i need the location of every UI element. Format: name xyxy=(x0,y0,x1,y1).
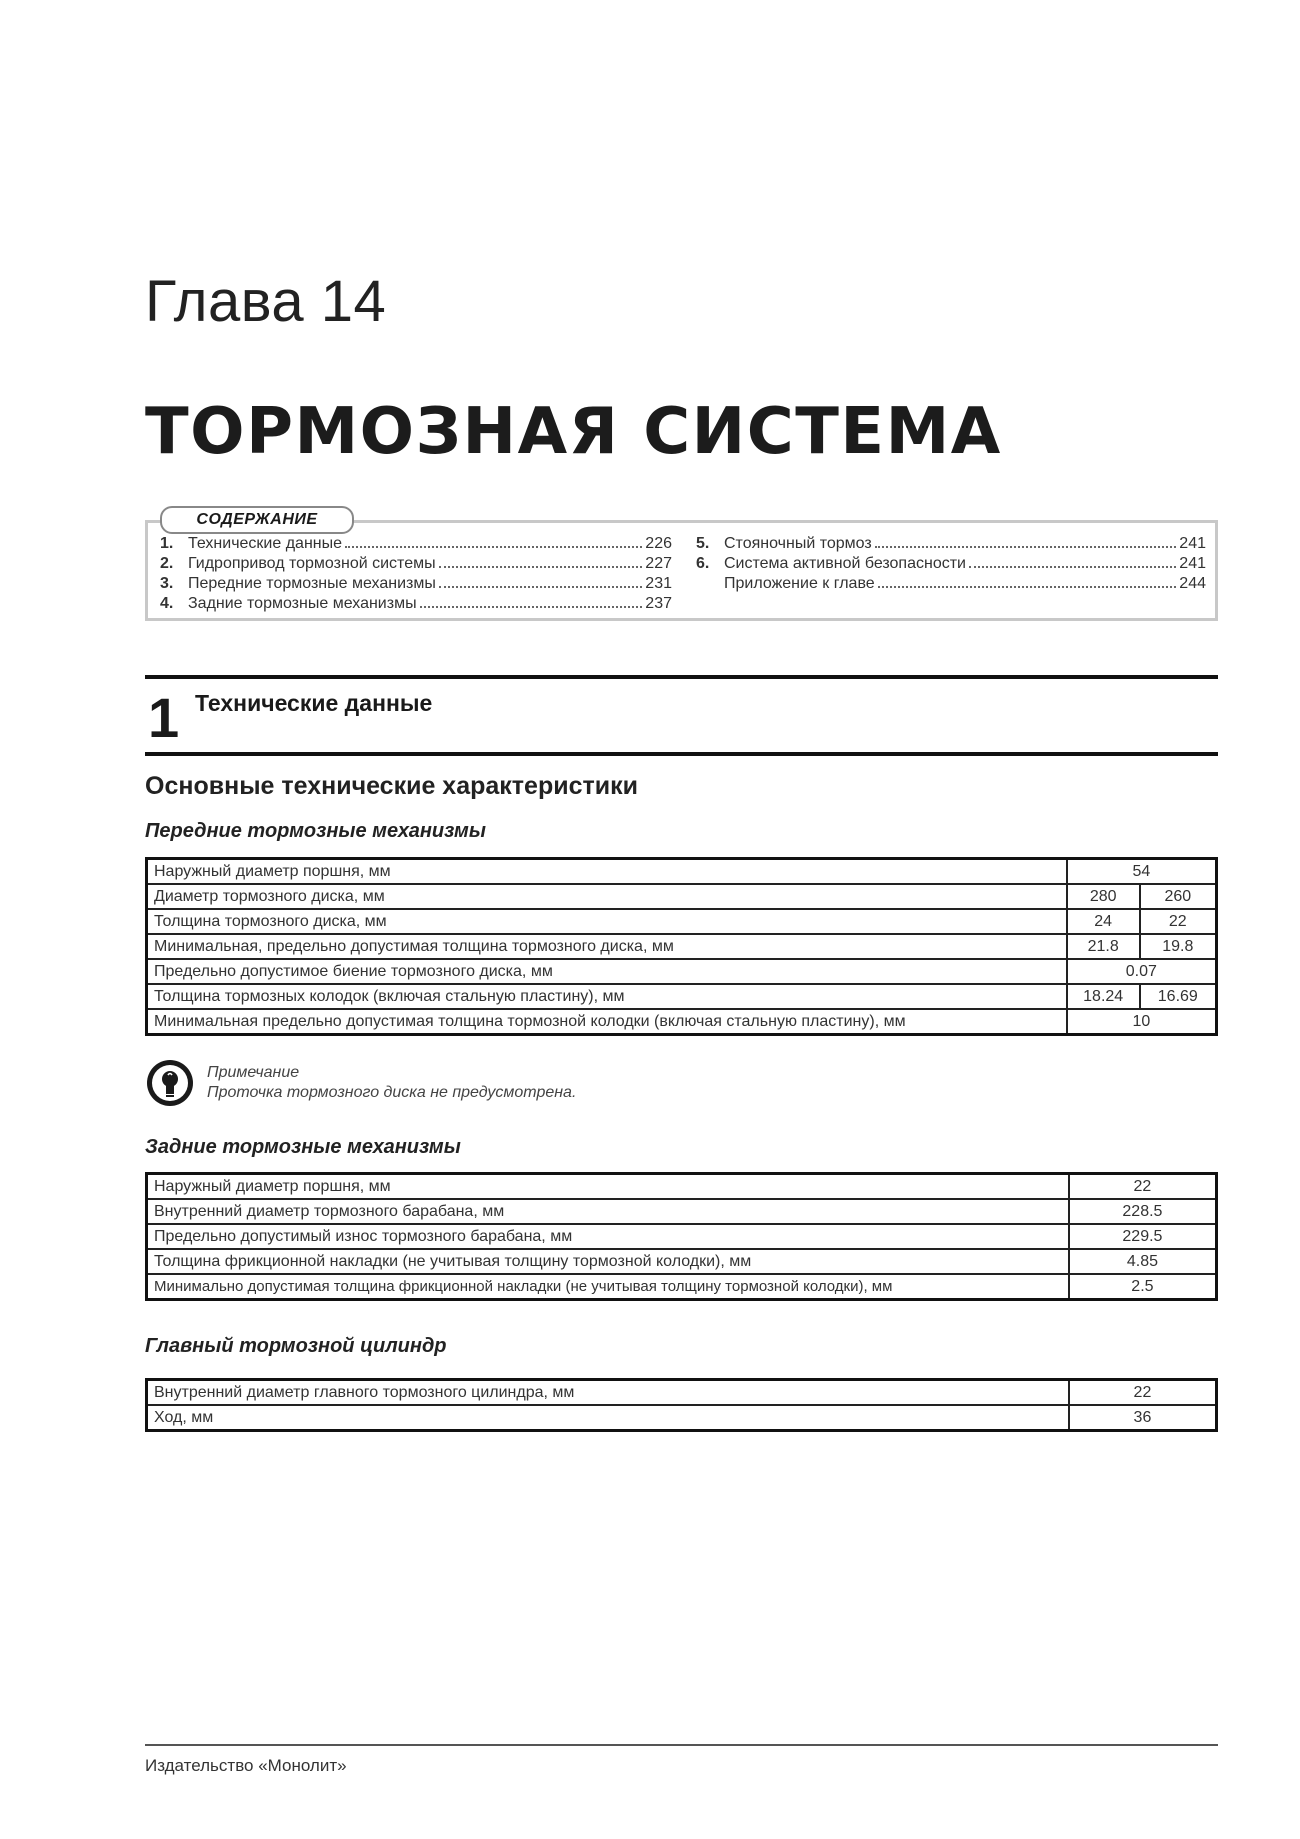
note-text: Проточка тормозного диска не предусмотрена. xyxy=(207,1084,577,1101)
toc-item-page: 241 xyxy=(1179,555,1206,572)
toc-item[interactable] xyxy=(696,532,1206,552)
toc-item[interactable] xyxy=(696,552,1206,572)
row-value: 54 xyxy=(1067,859,1217,885)
toc-leader xyxy=(439,552,643,568)
row-value: 21.8 xyxy=(1067,934,1140,959)
rear-brakes-table xyxy=(145,1172,1218,1301)
table-row xyxy=(147,1380,1217,1406)
footer-rule xyxy=(145,1744,1218,1746)
toc-item[interactable] xyxy=(696,572,1206,592)
toc-item-page: 226 xyxy=(645,535,672,552)
row-label: Минимальная предельно допустимая толщина тормозной колодки (включая стальную пластину), мм xyxy=(147,1009,1067,1035)
toc-leader xyxy=(439,572,642,588)
row-value: 16.69 xyxy=(1140,984,1217,1009)
row-label: Внутренний диаметр тормозного барабана, мм xyxy=(147,1199,1069,1224)
table-row xyxy=(147,1405,1217,1431)
row-label: Толщина тормозных колодок (включая стальную пластину), мм xyxy=(147,984,1067,1009)
toc-item-number: 6. xyxy=(696,555,710,572)
row-value: 2.5 xyxy=(1069,1274,1217,1300)
front-brakes-table xyxy=(145,857,1218,1036)
toc-item[interactable] xyxy=(160,592,672,612)
table-row xyxy=(147,1249,1217,1274)
toc-item-title: Приложение к главе xyxy=(724,575,875,592)
table-row xyxy=(147,1199,1217,1224)
toc-item-title: Передние тормозные механизмы xyxy=(188,575,436,592)
row-value: 22 xyxy=(1069,1380,1217,1406)
toc-leader xyxy=(345,532,642,548)
table-row xyxy=(147,884,1217,909)
rear-brakes-heading: Задние тормозные механизмы xyxy=(145,1136,461,1158)
row-value: 260 xyxy=(1140,884,1217,909)
row-value: 228.5 xyxy=(1069,1199,1217,1224)
lightbulb-icon xyxy=(145,1058,195,1108)
table-row xyxy=(147,984,1217,1009)
row-value: 229.5 xyxy=(1069,1224,1217,1249)
toc-item-title: Задние тормозные механизмы xyxy=(188,595,417,612)
toc-item-page: 241 xyxy=(1179,535,1206,552)
chapter-number: Глава 14 xyxy=(145,269,387,334)
table-row xyxy=(147,1224,1217,1249)
toc-item-number: 5. xyxy=(696,535,710,552)
row-value: 36 xyxy=(1069,1405,1217,1431)
toc-item-title: Стояночный тормоз xyxy=(724,535,872,552)
section-number: 1 xyxy=(148,686,180,749)
table-row xyxy=(147,959,1217,984)
row-value: 4.85 xyxy=(1069,1249,1217,1274)
toc-item[interactable] xyxy=(160,532,672,552)
section-rule-top xyxy=(145,675,1218,679)
table-row xyxy=(147,934,1217,959)
toc-item-number: 2. xyxy=(160,555,174,572)
row-label: Предельно допустимый износ тормозного барабана, мм xyxy=(147,1224,1069,1249)
row-label: Диаметр тормозного диска, мм xyxy=(147,884,1067,909)
row-value: 24 xyxy=(1067,909,1140,934)
toc-item-number: 4. xyxy=(160,595,174,612)
row-value: 19.8 xyxy=(1140,934,1217,959)
row-value: 280 xyxy=(1067,884,1140,909)
row-label: Внутренний диаметр главного тормозного цилиндра, мм xyxy=(147,1380,1069,1406)
note-label: Примечание xyxy=(207,1064,300,1081)
table-row xyxy=(147,909,1217,934)
page-title: ТОРМОЗНАЯ СИСТЕМА xyxy=(145,395,1002,469)
toc-leader xyxy=(878,572,1177,588)
section-rule-bottom xyxy=(145,752,1218,756)
toc-label: СОДЕРЖАНИЕ xyxy=(160,506,354,534)
publisher-footer: Издательство «Монолит» xyxy=(145,1756,347,1775)
toc-leader xyxy=(875,532,1177,548)
toc-item-title: Гидропривод тормозной системы xyxy=(188,555,436,572)
table-row xyxy=(147,1009,1217,1035)
section-title: Технические данные xyxy=(195,690,433,716)
row-value: 0.07 xyxy=(1067,959,1217,984)
row-label: Толщина фрикционной накладки (не учитывая толщину тормозной колодки), мм xyxy=(147,1249,1069,1274)
master-cylinder-heading: Главный тормозной цилиндр xyxy=(145,1335,447,1357)
toc-item-number: 1. xyxy=(160,535,174,552)
table-row xyxy=(147,1174,1217,1200)
toc-item[interactable] xyxy=(160,572,672,592)
toc-item-number: 3. xyxy=(160,575,174,592)
row-value: 10 xyxy=(1067,1009,1217,1035)
row-label: Ход, мм xyxy=(147,1405,1069,1431)
row-label: Минимальная, предельно допустимая толщина тормозного диска, мм xyxy=(147,934,1067,959)
subheading: Основные технические характеристики xyxy=(145,772,638,800)
toc-item[interactable] xyxy=(160,552,672,572)
toc-item-page: 231 xyxy=(645,575,672,592)
front-brakes-heading: Передние тормозные механизмы xyxy=(145,820,486,842)
row-value: 22 xyxy=(1069,1174,1217,1200)
toc-item-title: Технические данные xyxy=(188,535,343,552)
table-row xyxy=(147,859,1217,885)
row-label: Предельно допустимое биение тормозного диска, мм xyxy=(147,959,1067,984)
toc-item-page: 244 xyxy=(1179,575,1206,592)
row-label: Толщина тормозного диска, мм xyxy=(147,909,1067,934)
master-cylinder-table xyxy=(145,1378,1218,1432)
toc-leader xyxy=(420,592,643,608)
row-label: Минимально допустимая толщина фрикционной накладки (не учитывая толщину тормозной колодки), мм xyxy=(147,1274,1069,1300)
toc-item-page: 237 xyxy=(645,595,672,612)
row-value: 18.24 xyxy=(1067,984,1140,1009)
toc-item-title: Система активной безопасности xyxy=(724,555,966,572)
toc-left-column xyxy=(160,532,672,612)
table-row xyxy=(147,1274,1217,1300)
row-label: Наружный диаметр поршня, мм xyxy=(147,1174,1069,1200)
toc-leader xyxy=(969,552,1176,568)
row-value: 22 xyxy=(1140,909,1217,934)
toc-right-column xyxy=(696,532,1206,592)
toc-item-page: 227 xyxy=(645,555,672,572)
row-label: Наружный диаметр поршня, мм xyxy=(147,859,1067,885)
